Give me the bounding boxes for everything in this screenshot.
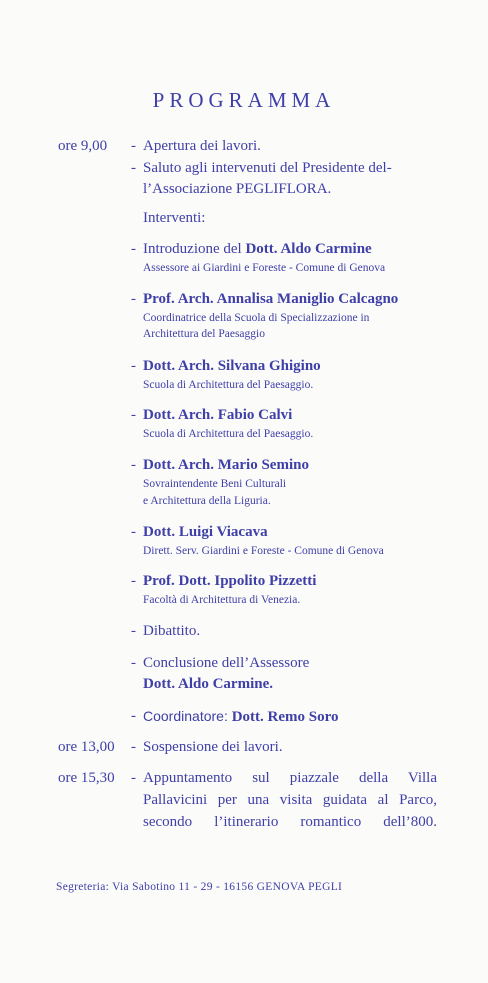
speaker-role: Scuola di Architettura del Paesaggio. [143,379,314,391]
item-saluto-line2: l’Associazione PEGLIFLORA. [143,181,332,197]
dash: - [131,573,136,589]
time-opening: ore 9,00 [58,138,108,154]
item-appuntamento-line2: Pallavicini per una visita guidata al Parco, [143,792,437,808]
dash: - [131,160,136,176]
coordinatore-name: Dott. Remo Soro [231,709,339,725]
dash: - [131,358,136,374]
speaker-name: Prof. Arch. Annalisa Maniglio Calcagno [143,291,399,307]
speaker-name: Dott. Arch. Mario Semino [143,457,309,473]
speaker-name: Dott. Aldo Carmine [245,241,372,257]
item-conclusione: Conclusione dell’Assessore [143,655,310,671]
interventi-label: Interventi: [143,210,206,226]
speaker-name: Dott. Arch. Silvana Ghigino [143,358,321,374]
speaker-prefix: Introduzione del [143,241,246,257]
speaker-role: Assessore ai Giardini e Foreste - Comune di Genova [143,262,386,274]
dash: - [131,457,136,473]
page-title: PROGRAMMA [152,88,336,112]
speaker-name: Dott. Arch. Fabio Calvi [143,407,293,423]
dash: - [131,291,136,307]
dash: - [131,770,136,786]
dash: - [131,739,136,755]
dash: - [131,623,136,639]
item-saluto-line1: Saluto agli intervenuti del Presidente del- [143,160,392,176]
speaker-role: Dirett. Serv. Giardini e Foreste - Comune di Genova [143,545,384,557]
item-coordinatore [143,708,339,726]
coordinatore-prefix: Coordinatore: [143,708,232,724]
time-sospensione: ore 13,00 [58,739,115,755]
item-appuntamento-line1: Appuntamento sul piazzale della Villa [143,770,437,786]
dash: - [131,407,136,423]
speaker-role: Coordinatrice della Scuola di Specializzazione in [143,312,370,324]
dash: - [131,524,136,540]
item-apertura: Apertura dei lavori. [143,138,261,154]
speaker-role: Architettura del Paesaggio [143,328,265,340]
speaker-role: e Architettura della Liguria. [143,495,271,507]
speaker-role: Scuola di Architettura del Paesaggio. [143,428,314,440]
dash: - [131,241,136,257]
speaker-name: Dott. Luigi Viacava [143,524,268,540]
speaker-1 [143,241,372,258]
speaker-role: Facoltà di Architettura di Venezia. [143,594,301,606]
speaker-role: Sovraintendente Beni Culturali [143,478,287,490]
dash: - [131,138,136,154]
item-dibattito: Dibattito. [143,623,201,639]
conclusione-name: Dott. Aldo Carmine. [143,676,273,692]
item-sospensione: Sospensione dei lavori. [143,739,283,755]
dash: - [131,708,136,724]
speaker-name: Prof. Dott. Ippolito Pizzetti [143,573,317,589]
item-appuntamento-line3: secondo l’itinerario romantico dell’800. [143,814,437,830]
dash: - [131,655,136,671]
time-appuntamento: ore 15,30 [58,770,115,786]
footer-segreteria: Segreteria: Via Sabotino 11 - 29 - 16156 GENOVA PEGLI [56,881,343,893]
